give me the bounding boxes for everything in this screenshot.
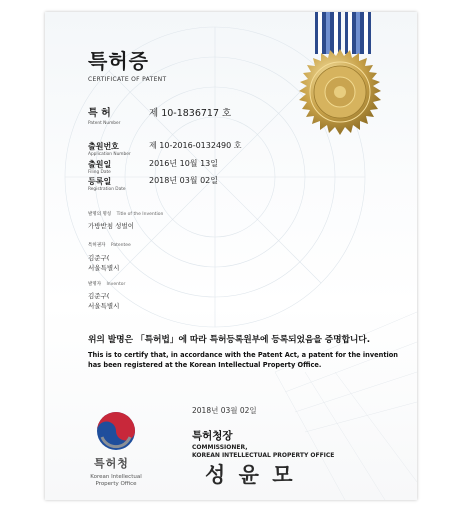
filing-date-value: 2016년 10월 13일 [149, 159, 218, 168]
patent-certificate [45, 12, 417, 500]
filing-date-label-en: Filing Date [88, 170, 111, 175]
certification-statement-english-line2: has been registered at the Korean Intellectual Property Office. [88, 361, 322, 369]
patentee-address: 서울특별시 [88, 264, 120, 272]
patentee-label-group [88, 244, 131, 249]
invention-label-en: Title of the Invention [116, 212, 164, 217]
inventor-name: 김준구( [88, 292, 110, 300]
inventor-label-en: Inventor [106, 282, 126, 287]
patentee-label: 특허권자 [88, 243, 106, 248]
patent-number-label-en: Patent Number [88, 121, 121, 126]
inventor-label: 발명자 [88, 282, 102, 287]
commissioner-signature: 성 윤 모 [205, 462, 296, 487]
certificate-title: 특허증 [88, 49, 149, 73]
inventor-address: 서울특별시 [88, 302, 120, 310]
agency-name: 특허청 [94, 457, 129, 470]
issuer-title-en-line1: COMMISSIONER, [192, 444, 248, 451]
filing-date-label: 출원일 [88, 160, 112, 169]
certification-statement-english-line1: This is to certify that, in accordance with the Patent Act, a patent for the invention [88, 351, 398, 359]
inventor-label-group [88, 283, 125, 288]
application-number-label-en: Application Number [88, 152, 131, 157]
kipo-logo-icon [95, 410, 137, 452]
registration-date-label-en: Registration Date [88, 187, 126, 192]
registration-date-value: 2018년 03월 02일 [149, 176, 218, 185]
agency-name-en-line2: Property Office [95, 480, 137, 487]
patentee-label-en: Patentee [110, 243, 131, 248]
agency-name-en [81, 474, 151, 488]
issuer-title-en-line2: KOREAN INTELLECTUAL PROPERTY OFFICE [192, 452, 335, 459]
invention-title-value: 가방받침 성벌이 [88, 222, 135, 230]
agency-name-en-line1: Korean Intellectual [90, 474, 142, 480]
gold-seal-icon [295, 48, 385, 138]
application-number-value: 제 10-2016-0132490 호 [149, 141, 242, 150]
invention-label-group [88, 213, 163, 218]
certificate-subtitle: CERTIFICATE OF PATENT [88, 76, 167, 83]
registration-date-label: 등록일 [88, 177, 112, 186]
patent-number-label: 특 허 [88, 108, 111, 119]
certification-statement-korean: 위의 발명은 「특허법」에 따라 특허등록원부에 등록되었음을 증명합니다. [88, 335, 370, 345]
issuer-title: 특허청장 [192, 430, 233, 442]
patent-number-value: 제 10-1836717 호 [149, 108, 232, 119]
application-number-label: 출원번호 [88, 142, 119, 151]
invention-label: 발명의 명칭 [88, 212, 112, 217]
patentee-name: 김준구( [88, 254, 110, 262]
issue-date: 2018년 03월 02일 [192, 406, 257, 415]
